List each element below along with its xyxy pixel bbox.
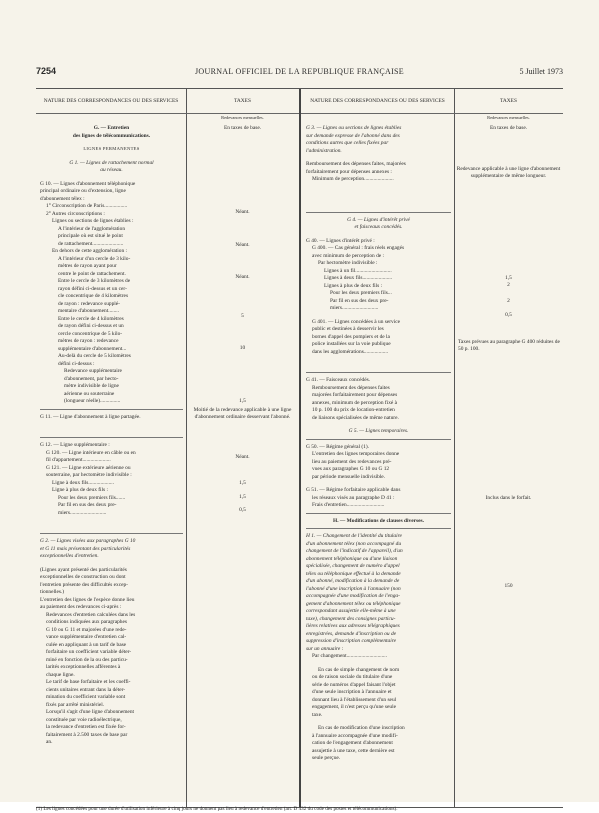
journal-title: JOURNAL OFFICIEL DE LA REPUBLIQUE FRANÇAISE [195,67,404,76]
text-line: mentaire d'abonnement........ [58,308,119,314]
right-tax-value: 150 [504,583,513,589]
text-line: fil d'appartement..................... [46,457,111,463]
text-line: ou de raison sociale du titulaire d'une [312,674,393,680]
right-nature-column [306,125,451,763]
text-line: mètres de rayon ayant pour [58,263,117,269]
paragraph-heading: changement de l'indicatif de l'appareil), d'un [306,548,403,554]
text-line: (Lignes ayant présenté des particularités [40,566,127,573]
publication-date: 5 Juillet 1973 [519,67,563,76]
text-line: miné en fonction de la ou des particu- [46,656,128,663]
right-tax-value: 1,5 [505,275,512,281]
paragraph-heading: sur demande expresse de l'abonné dans des [306,132,400,139]
paragraph-heading: exceptionnelles d'entretien. [40,553,99,559]
center-divider [299,89,301,807]
subsection-heading: LIGNES PERMANENTES [83,146,140,151]
text-line: G 10. — Lignes d'abonnement téléphonique [40,180,136,187]
text-line: principale où est situé le point [58,233,123,239]
paragraph-heading: G 1. — Lignes de rattachement normal [69,159,154,166]
text-line: avec minimum de perception de : [312,252,384,259]
right-tax-value: En taxes de base. [489,125,528,131]
right-tax-note: Taxes prévues au paragraphe G 400 réduites de 50 p. 100. [458,339,560,352]
text-line: 1° Circonscription de Paris................. [46,203,128,209]
text-line: cle concentrique de 4 kilomètres [58,293,129,299]
text-line: Lignes à deux fils...................... [324,275,393,281]
text-line: Remboursement des dépenses faites, majorées [306,161,406,167]
text-line: Par changement.............................. [312,653,388,659]
text-line: G 400. — Cas général : frais réels engagés [312,245,405,251]
text-line: (longueur réelle)............... [64,398,121,404]
text-line: G 10 ou G 11 et majorées d'une rede- [46,626,127,633]
paragraph-heading: sur un annuaire : [306,645,344,652]
paragraph-heading: d'un abonné, modification à la demande de [306,578,400,584]
text-line: Ligne à deux fils................... [52,479,114,486]
right-taxes-subheader: Redevances mensuelles. [487,115,530,120]
text-line: de rayon : redevance supplé- [58,300,120,307]
text-line: an. [46,739,53,745]
text-line: Lignes à un fil........................... [324,267,392,274]
paragraph-heading: correspondant assujettie elle-même à une [306,608,396,614]
text-line: G 11. — Ligne d'abonnement à ligne partagée. [40,413,141,420]
left-tax-value: Néant. [235,242,250,248]
text-line: majorées forfaitairement pour dépenses [312,392,398,398]
text-line: G 40. — Lignes d'intérêt privé : [306,237,375,244]
text-line: cercle concentrique de 5 kilo- [58,330,123,337]
text-line: annexes, minimum de perception fixé à [312,399,398,406]
text-line: aérienne ou souterraine [64,390,115,397]
text-line: fixés par arrêté ministériel. [46,701,105,708]
paragraph-heading: spécialisée, changement de numéro d'appel [306,563,400,569]
left-tax-value: Néant. [235,454,250,460]
text-line: Lignes ou sections de lignes établies : [52,218,134,224]
text-line: de rattachement....................... [58,240,124,247]
text-line: la redevance d'entretien est fixée for- [46,724,126,730]
text-line: G 120. — Ligne intérieure en câble ou en [46,449,136,456]
paragraph-heading: suppression d'inscription complémentaire [306,638,396,644]
left-tax-value: Néant. [235,274,250,280]
right-tax-value: 0,5 [505,312,512,318]
text-line: L'entretien des lignes temporaires donne [312,451,400,457]
text-line: bornes d'appel des pompiers et de la [312,333,390,340]
paragraph-heading: et G 11 mais présentant des particularités [40,545,131,552]
paragraph-heading: G 3. — Lignes ou sections de lignes établies [306,125,402,131]
text-line: G 12. — Ligne supplémentaire : [40,442,110,448]
paragraph-heading: télex ou téléphonique effectué à la demande [306,570,401,577]
text-line: exceptionnelles de construction ou dont [40,574,126,580]
right-tax-value: 2 [507,282,510,288]
text-line: En cas de simple changement de nom [318,666,400,673]
tariff-table [36,88,563,808]
text-line: conditions indiquées aux paragraphes [46,619,127,625]
left-tax-note: Moitié de la redevance applicable à une ligne d'abonnement ordinaire desservant l'abonné. [193,407,292,420]
text-line: assujettie à une taxe, cette dernière est [312,747,395,754]
text-line: principal ordinaire ou d'extension, ligne [40,188,126,194]
right-taxes-header: TAXES [454,89,563,114]
text-line: chaque ligne. [46,671,75,678]
paragraph-heading: et faisceaux concédés. [354,224,403,230]
right-tax-value: 2 [507,298,510,304]
text-line: vance supplémentaire d'entretien cal- [46,634,127,640]
text-line: A l'intérieur de l'agglomération [58,225,126,232]
text-line: de rayon défini ci-dessus et un [58,323,124,329]
text-line: série de numéros d'appel faisant l'objet [312,681,396,688]
text-line: d'abonnement télex : [40,195,85,202]
left-nature-header: NATURE DES CORRESPONDANCES OU DES SERVICES [36,89,186,114]
left-tax-value: 1,5 [239,398,246,404]
left-tax-value: 0,5 [239,507,246,513]
text-line: Redevances d'entretien calculées dans les [46,611,136,618]
text-line: 2° Autres circonscriptions : [46,210,105,217]
paragraph-heading: l'administration. [306,147,342,154]
text-line: Lorsqu'il s'agit d'une ligne d'abonnement [46,709,135,715]
text-line: rayon défini ci-dessus et un cer- [58,285,127,292]
text-line: lieu au paiement des redevances pré- [312,458,392,465]
left-tax-value: 1,5 [239,494,246,500]
text-line: d'une seule inscription à l'annuaire et [312,689,392,695]
text-line: par période mensuelle indivisible. [312,473,386,480]
text-line: Frais d'entretien............................ [312,502,385,508]
text-line: Au-delà du cercle de 5 kilomètres [58,353,131,359]
right-nature-header: NATURE DES CORRESPONDANCES OU DES SERVICES [301,89,454,114]
paragraph-heading: accompagnée d'une modification de l'enga- [306,593,400,599]
text-line: de liaisons spécialisées de même nature. [312,414,399,421]
text-line: Minimum de perception...................... [312,176,394,182]
text-line: cients unitaires entrant dans la déter- [46,686,126,693]
text-line: défini ci-dessus : [58,360,95,367]
text-line: miers........................... [330,305,379,311]
text-line: Entre le cercle de 4 kilomètres [58,315,124,322]
text-line: Ligne à plus de deux fils : [52,487,108,493]
text-line: Entre le cercle de 3 kilomètres de [58,278,131,284]
text-line: L'entretien des lignes de l'espèce donne lieu [40,596,135,603]
left-tax-value: 1,5 [239,480,246,486]
paragraph-heading: conditions autres que celles fixées par [306,140,389,146]
text-line: seule perçue. [312,755,341,761]
column-divider [454,89,455,807]
text-line: G 50. — Régime général (1). [306,443,370,450]
left-taxes-header: TAXES [186,89,299,114]
paragraph-heading: G 2. — Lignes visées aux paragraphes G 10 [40,538,136,544]
text-line: les réseaux visés au paragraphe D 41 : [312,494,395,501]
left-tax-value: 10 [239,345,246,351]
text-line: mètres de rayon : redevance [58,338,119,344]
text-line: Par hectomètre indivisible : [318,260,378,266]
text-line: engagement, il n'est perçu qu'une seule [312,704,396,710]
text-line: En dehors de cette agglomération : [52,248,127,254]
text-line: forfaitairement pour dépenses annexes : [306,168,392,175]
text-line: vues aux paragraphes G 10 ou G 12 [312,466,390,472]
text-line: A l'intérieur d'un cercle de 3 kilo- [58,255,131,262]
right-tax-value: Inclus dans le forfait. [485,495,532,501]
text-line: constituée par voie radioélectrique, [46,716,122,723]
paragraph-heading: H 1. — Changement de l'identité du titulaire [306,533,402,539]
left-tax-value: Néant. [235,209,250,215]
section-heading: des lignes de télécommunications. [72,132,151,139]
left-taxes-subheader: Redevances mensuelles. [221,115,264,120]
right-tax-note: Redevance applicable à une ligne d'abonnement supplémentaire de même longueur. [456,166,561,179]
text-line: G 41. — Faisceaux concédés. [306,377,371,383]
text-line: Le tarif de base forfaitaire et les coeffi- [46,679,131,685]
text-line: supplémentaire d'abonnement... [58,345,127,352]
text-line: taxe. [312,711,323,718]
page-number: 7254 [36,66,57,76]
text-line: police installées sur la voie publique [312,341,391,347]
text-line: G 401. — Lignes concédées à un service [312,318,401,325]
paragraph-heading: lières relatives aux adresses télégraphiques [306,623,400,629]
text-line: centre le point de rattachement. [58,270,126,277]
text-line: Par fil en sus des deux pre- [58,502,117,508]
text-line: larités exceptionnelles afférentes à [46,664,121,670]
text-line: l'entretien présente des difficultés excep- [40,581,128,588]
section-heading: G. — Entretien [93,125,130,131]
text-line: Lignes à plus de deux fils : [324,282,383,289]
text-line: au paiement des redevances ci-après : [40,604,122,610]
text-line: Par fil en sus des deux pre- [330,297,389,304]
text-line: d'abonnement, par hecto- [64,375,119,382]
text-line: mètre indivisible de ligne [64,383,119,389]
text-line: G 121. — Ligne extérieure aérienne ou [46,464,131,471]
text-line: culée en appliquant à un tarif de base [46,641,127,648]
paragraph-heading: G 4. — Lignes d'intérêt privé [347,216,410,223]
text-line: En cas de modification d'une inscription [318,725,405,731]
page-header [36,66,563,80]
paragraph-heading: l'abonné d'une inscription à l'annuaire (non [306,585,401,592]
text-line: mination du coefficient variable sont [46,694,126,700]
paragraph-heading: abonnement téléphonique ou d'une liaison [306,555,398,562]
section-heading: H. — Modifications de clauses diverses. [333,517,424,524]
paragraph-heading: gement d'abonnement télex ou téléphonique [306,600,401,607]
text-line: tionnelles.) [40,589,65,595]
paragraph-heading: enregistrées, demande d'inscription ou de [306,630,397,637]
text-line: public et destinées à desservir les [312,326,384,332]
text-line: donnant lieu à l'établissement d'un seul [312,696,397,703]
text-line: miers........................... [58,509,107,516]
text-line: Redevance supplémentaire [64,368,122,374]
text-line: Pour les deux premiers fils... [330,290,392,296]
left-tax-value: En taxes de base. [223,125,262,131]
column-divider [186,89,187,807]
text-line: Remboursement des dépenses faites [312,384,390,391]
text-line: souterraine, par hectomètre indivisible : [46,472,132,478]
paragraph-heading: au réseau. [100,167,123,173]
text-line: 10 p. 100 du prix de location-entretien [312,407,395,413]
text-line: G 51. — Régime forfaitaire applicable dans [306,487,401,493]
paragraph-heading: d'un abonnement télex (non accompagné du [306,540,402,547]
text-line: cation de l'engagement d'abonnement [312,740,393,746]
text-line: forfaitaire un coefficient variable déter- [46,649,132,655]
paragraph-heading: G 5. — Lignes temporaires. [348,428,409,434]
footnote: (1) Les lignes concédées pour une durée d'utilisation inférieure à cinq jours ne donnent pas lieu à redevance d'entretien (art. D 432 du code des postes et télécommunications). [36,806,398,812]
text-line: Pour les deux premiers fils....... [58,494,126,501]
left-nature-column [40,125,183,747]
left-tax-value: 5 [241,313,244,319]
text-line: à l'annuaire accompagnée d'une modifi- [312,732,398,739]
text-line: faitairement à 2.500 taxes de base par [46,731,128,738]
paragraph-heading: taxe), changement des consignes particu- [306,615,396,622]
text-line: dans les agglomérations.................. [312,348,389,355]
